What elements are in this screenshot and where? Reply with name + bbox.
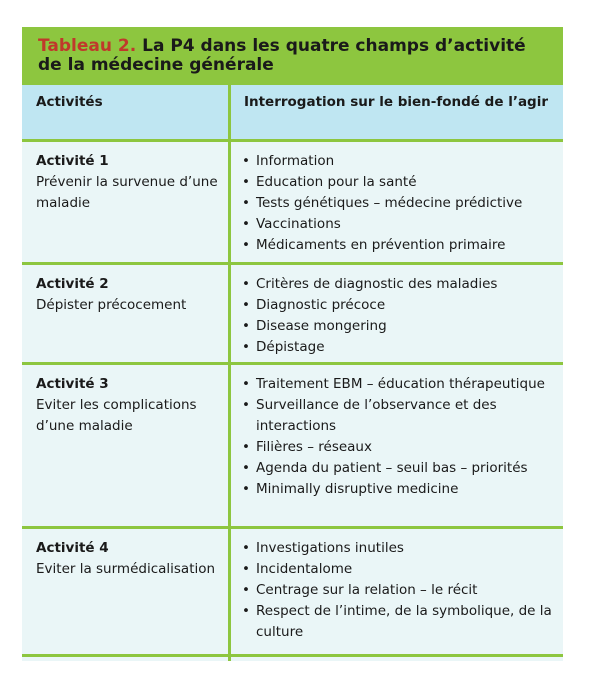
list-item: • Minimally disruptive medicine: [242, 479, 558, 500]
activity-2-items: [242, 274, 558, 358]
list-item: • Filières – réseaux: [242, 437, 558, 458]
row-divider: [22, 526, 563, 529]
activity-3-items: [242, 374, 558, 500]
activity-description: Eviter la surmédicalisation: [36, 561, 216, 577]
list-item: • Surveillance de l’observance et des interactions: [242, 395, 558, 437]
list-item: • Tests génétiques – médecine prédictive: [242, 193, 558, 214]
list-item: • Diagnostic précoce: [242, 295, 558, 316]
activity-1-items: [242, 151, 558, 256]
table-title-text: La P4 dans les quatre champs d’activité de la médecine générale: [38, 36, 526, 75]
list-item: • Médicaments en prévention primaire: [242, 235, 558, 256]
list-item: • Critères de diagnostic des maladies: [242, 274, 558, 295]
row-divider: [22, 262, 563, 265]
table-title: [38, 37, 548, 75]
activity-title: Activité 1: [36, 153, 109, 169]
list-item: • Centrage sur la relation – le récit: [242, 580, 558, 601]
table-row-activity-3: [36, 374, 224, 437]
column-header-activites: Activités: [36, 94, 103, 110]
list-item: • Agenda du patient – seuil bas – priorités: [242, 458, 558, 479]
list-item: • Vaccinations: [242, 214, 558, 235]
activity-title: Activité 2: [36, 276, 109, 292]
activity-title: Activité 3: [36, 376, 109, 392]
activity-description: Eviter les complications d’une maladie: [36, 397, 197, 434]
list-item: • Investigations inutiles: [242, 538, 558, 559]
list-item: • Disease mongering: [242, 316, 558, 337]
activity-title: Activité 4: [36, 540, 109, 556]
table-row-activity-4: [36, 538, 224, 580]
list-item: • Respect de l’intime, de la symbolique, de la culture: [242, 601, 558, 643]
table-label: Tableau 2.: [38, 36, 137, 56]
list-item: • Dépistage: [242, 337, 558, 358]
activity-description: Dépister précocement: [36, 297, 187, 313]
list-item: • Incidentalome: [242, 559, 558, 580]
list-item: • Education pour la santé: [242, 172, 558, 193]
header-divider: [22, 139, 563, 142]
activity-description: Prévenir la survenue d’une maladie: [36, 174, 218, 211]
table-row-activity-2: [36, 274, 224, 316]
column-divider: [228, 85, 231, 661]
table-bottom-border: [22, 654, 563, 657]
table-row-activity-1: [36, 151, 224, 214]
activity-4-items: [242, 538, 558, 643]
list-item: • Traitement EBM – éducation thérapeutique: [242, 374, 558, 395]
column-header-interrogation: Interrogation sur le bien-fondé de l’agir: [243, 94, 549, 110]
row-divider: [22, 362, 563, 365]
list-item: • Information: [242, 151, 558, 172]
